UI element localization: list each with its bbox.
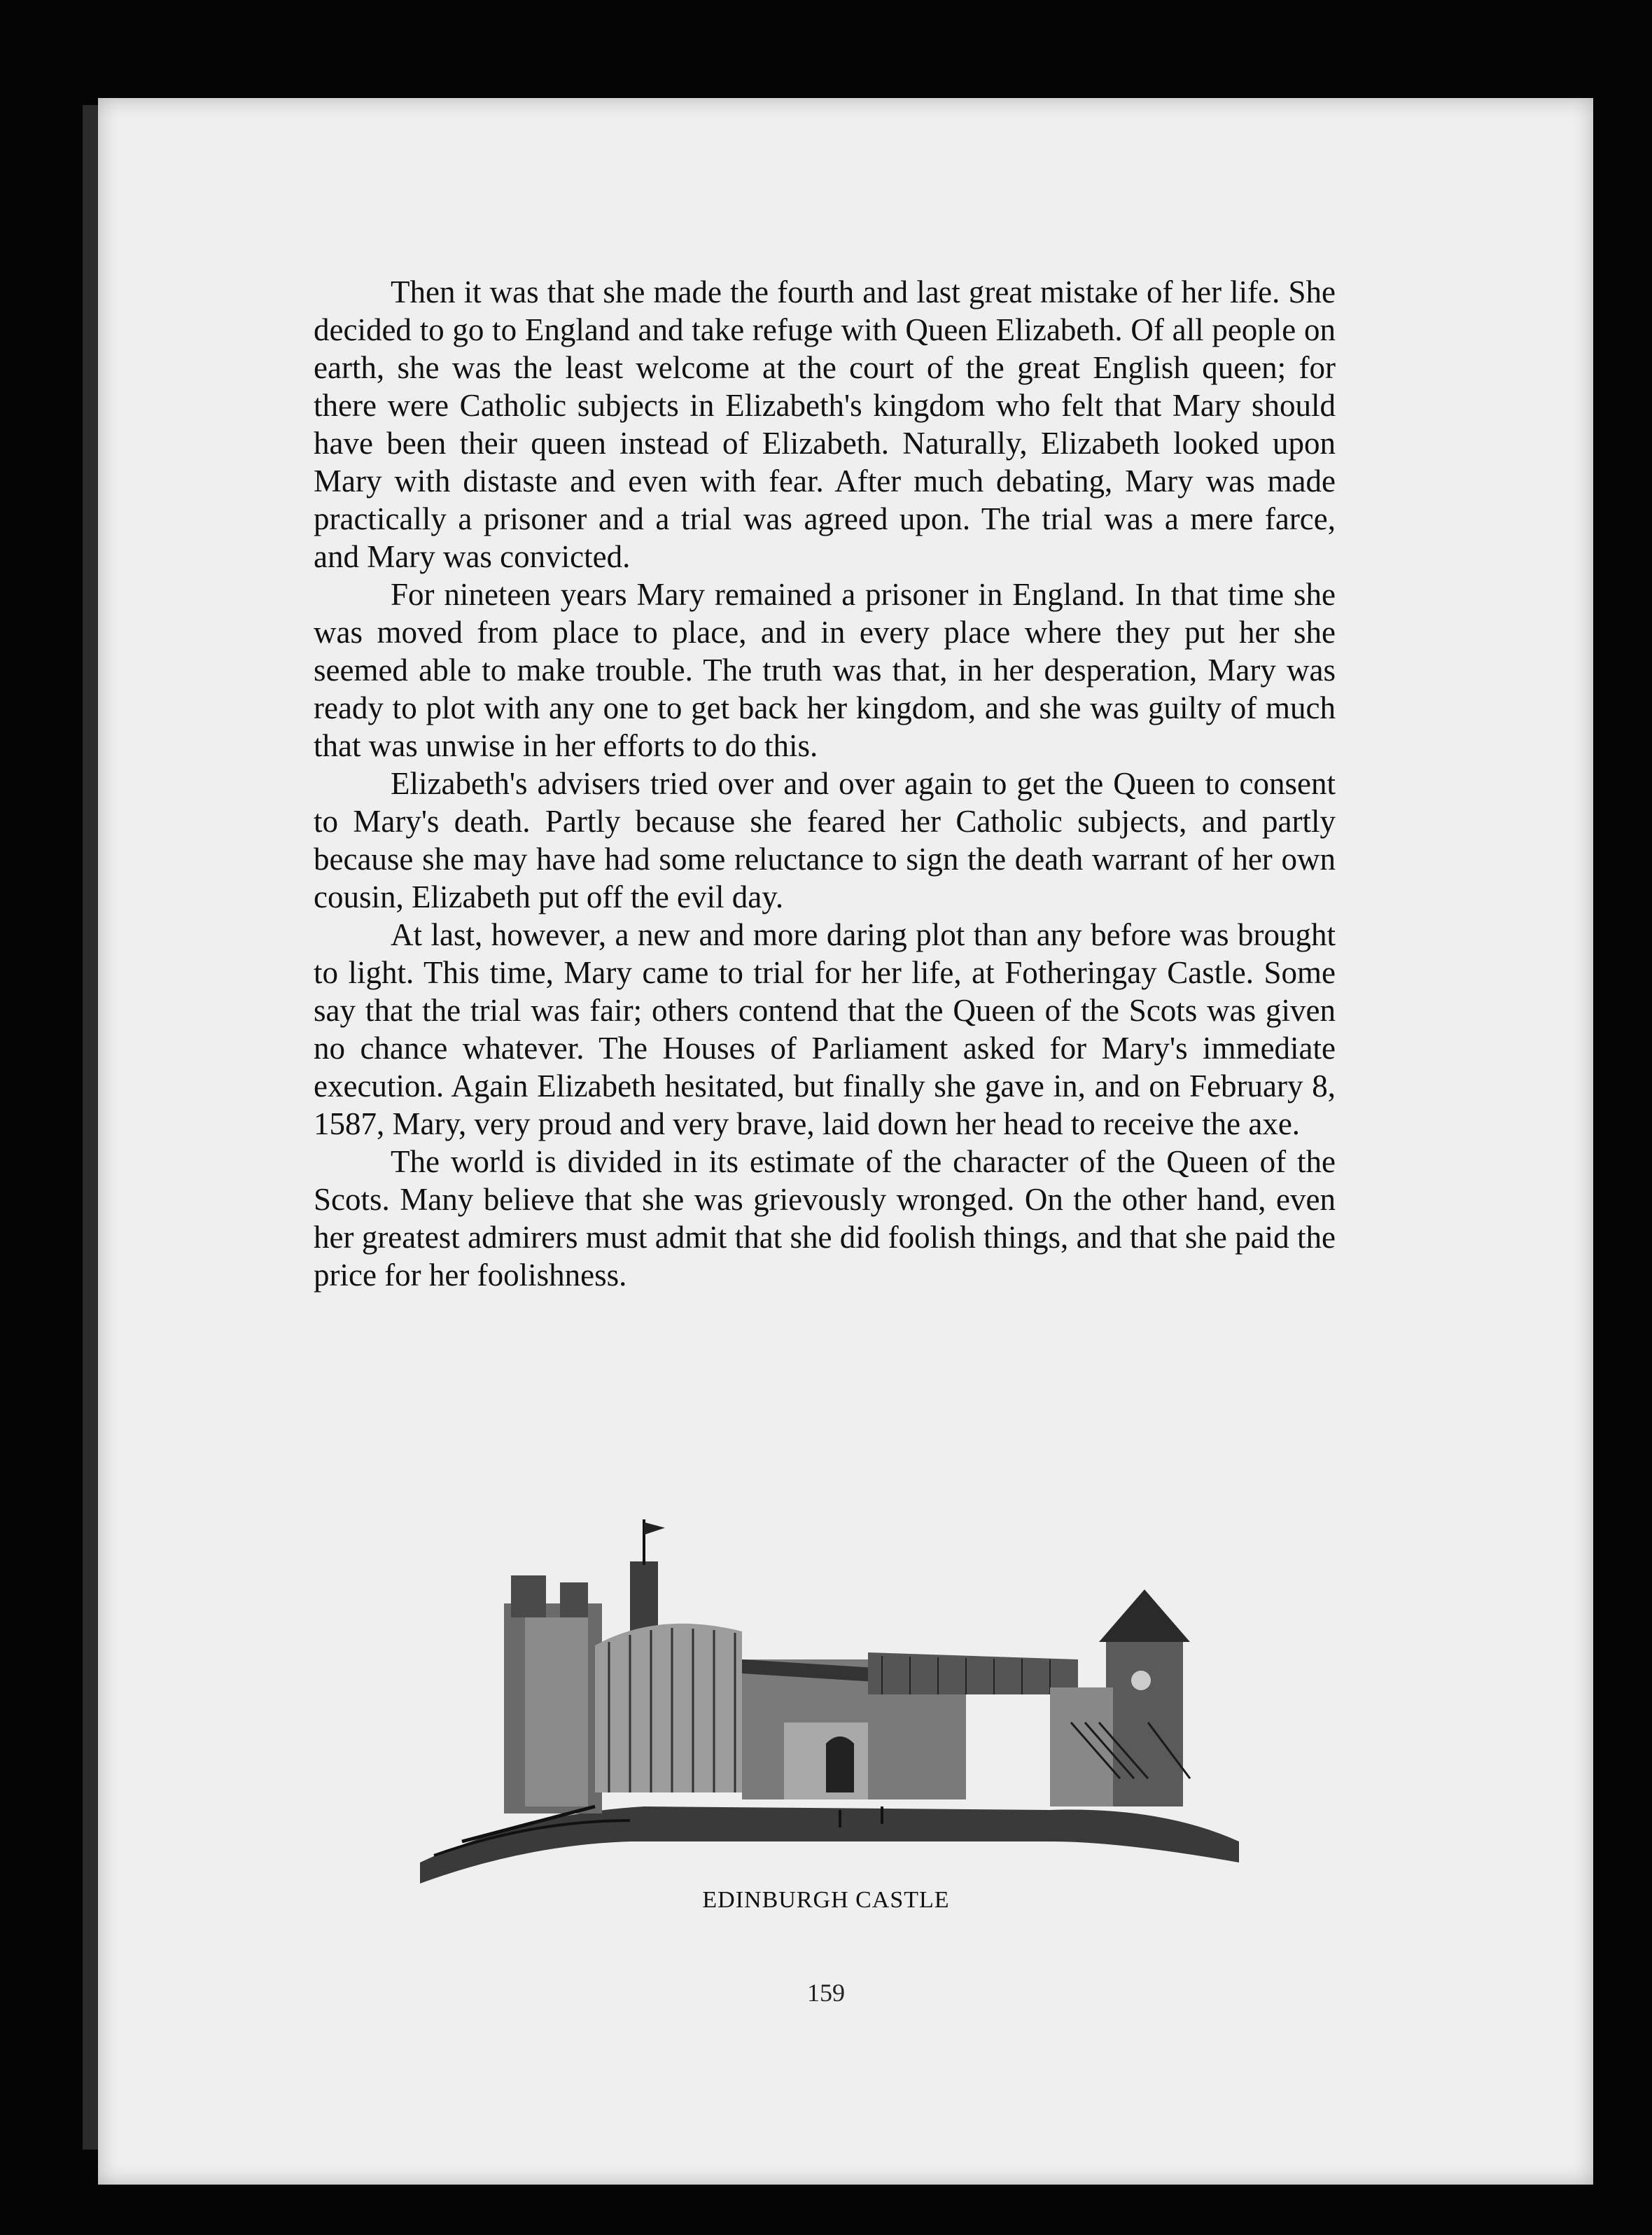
paragraph-5: The world is divided in its estimate of the character of the Queen of the Scots. Many believe that she was grievously wronged. On the other hand, even her greatest admirers must admit that she did foolish things, and that she paid the price for her foolishness.: [314, 1144, 1336, 1293]
paragraph-4: At last, however, a new and more daring plot than any before was brought to light. This time, Mary came to trial for her life, at Fotheringay Castle. Some say that the trial was fair; others contend that the Queen of the Scots was given no chance whatever. The Houses of Parliament asked for Mary's immediate execution. Again Elizabeth hesitated, but finally she gave in, and on February 8, 1587, Mary, very proud and very brave, laid down her head to receive the axe.: [314, 917, 1336, 1141]
castle-engraving: [420, 1512, 1239, 1884]
body-text: [314, 273, 1336, 1294]
page-number: 159: [807, 1979, 845, 2007]
paragraph-2: For nineteen years Mary remained a prisoner in England. In that time she was moved from place to place, and in every place where they put her she seemed able to make trouble. The truth was that, in her desperation, Mary was ready to plot with any one to get back her kingdom, and she was guilty of much that was unwise in her efforts to do this.: [314, 577, 1336, 763]
edinburgh-castle-illustration: [420, 1512, 1239, 1884]
paragraph-3: Elizabeth's advisers tried over and over again to get the Queen to consent to Mary's death. Partly because she feared her Catholic subjects, and partly because she may have had some reluctance to sign the death warrant of her own cousin, Elizabeth put off the evil day.: [314, 766, 1336, 914]
paragraph-1: Then it was that she made the fourth and last great mistake of her life. She decided to go to England and take refuge with Queen Elizabeth. Of all people on earth, she was the least welcome at the court of the great English queen; for there were Catholic subjects in Elizabeth's kingdom who felt that Mary should have been their queen instead of Elizabeth. Naturally, Elizabeth looked upon Mary with distaste and even with fear. After much debating, Mary was made practically a prisoner and a trial was agreed upon. The trial was a mere farce, and Mary was convicted.: [314, 274, 1336, 574]
illustration-caption: EDINBURGH CASTLE: [702, 1887, 950, 1913]
